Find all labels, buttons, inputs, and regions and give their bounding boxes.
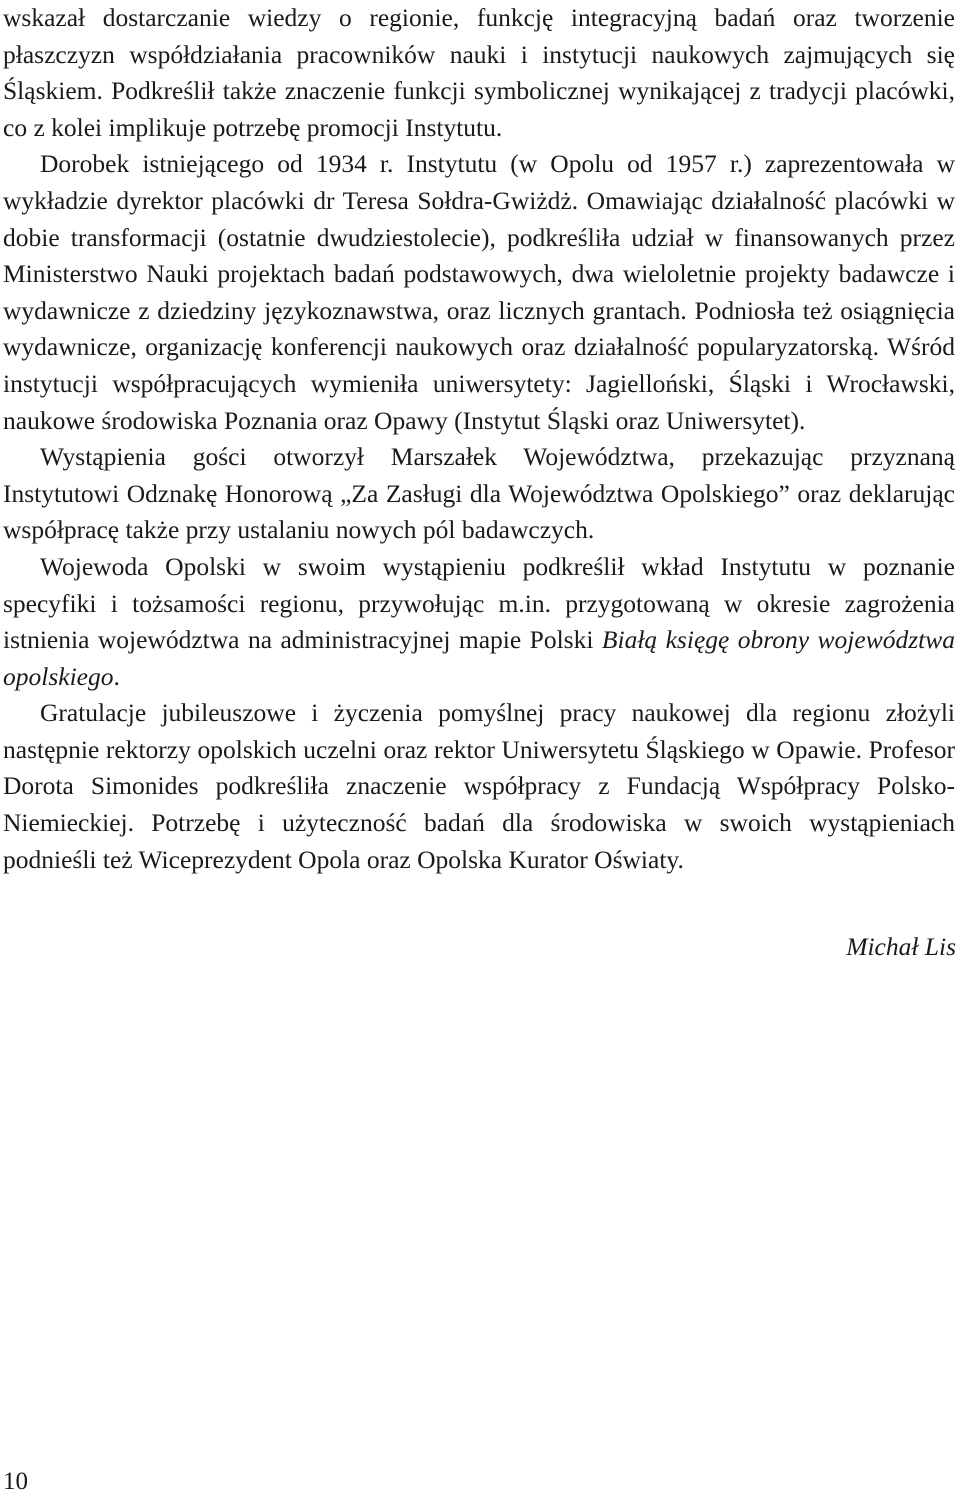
paragraph-text: wskazał dostarczanie wiedzy o regionie, funkcję integracyjną badań oraz tworzenie płaszczyzn współdziałania pracowników nauki i instytucji naukowych zajmujących się Śląskiem. Podkreślił także znaczenie funkcji symbolicznej wynikającej z tradycji placówki, co z kolei implikuje potrzebę promocji Instytutu.: [3, 3, 955, 142]
paragraph-marshal-speech: [3, 439, 955, 549]
paragraph-text: Wystąpienia gości otworzył Marszałek Województwa, przekazując przyznaną Instytutowi Odznakę Honorową „Za Zasługi dla Województwa Opolskiego” oraz deklarując współpracę także przy ustalaniu nowych pól badawczych.: [3, 442, 955, 545]
paragraph-text: .: [113, 661, 120, 691]
author-signature: Michał Lis: [846, 932, 956, 961]
paragraph-instytut-achievements: [3, 146, 955, 439]
paragraph-text: Wojewoda Opolski w swoim wystąpieniu podkreślił wkład Instytutu w poznanie specyfiki i tożsamości regionu, przywołując m.in. przygotowaną w okresie zagrożenia istnienia województwa na administracyjnej mapie Polski: [3, 551, 955, 655]
paragraph-voivode-speech: [3, 549, 955, 695]
page-number: 10: [3, 1468, 28, 1495]
book-title: Białą księgę obrony województwa opolskiego: [3, 625, 955, 691]
document-page: [3, 0, 955, 878]
paragraph-instytut-functions: [3, 0, 955, 146]
paragraph-congratulations: [3, 695, 955, 878]
paragraph-text: Dorobek istniejącego od 1934 r. Instytutu (w Opolu od 1957 r.) zaprezentowała w wykładzie dyrektor placówki dr Teresa Sołdra-Gwiżdż. Omawiając działalność placówki w dobie transformacji (ostatnie dwudziestolecie), podkreśliła udział w finansowanych przez Ministerstwo Nauki projektach badań podstawowych, dwa wieloletnie projekty badawcze i wydawnicze z dziedziny językoznawstwa, oraz licznych grantach. Podniosła też osiągnięcia wydawnicze, organizację konferencji naukowych oraz działalność popularyzatorską. Wśród instytucji współpracujących wymieniła uniwersytety: Jagielloński, Śląski i Wrocławski, naukowe środowiska Poznania oraz Opawy (Instytut Śląski oraz Uniwersytet).: [3, 149, 955, 435]
paragraph-text: Gratulacje jubileuszowe i życzenia pomyślnej pracy naukowej dla regionu złożyli następnie rektorzy opolskich uczelni oraz rektor Uniwersytetu Śląskiego w Opawie. Profesor Dorota Simonides podkreśliła znaczenie współpracy z Fundacją Współpracy Polsko-Niemieckiej. Potrzebę i użyteczność badań dla środowiska w swoich wystąpieniach podnieśli też Wiceprezydent Opola oraz Opolska Kurator Oświaty.: [3, 698, 955, 874]
